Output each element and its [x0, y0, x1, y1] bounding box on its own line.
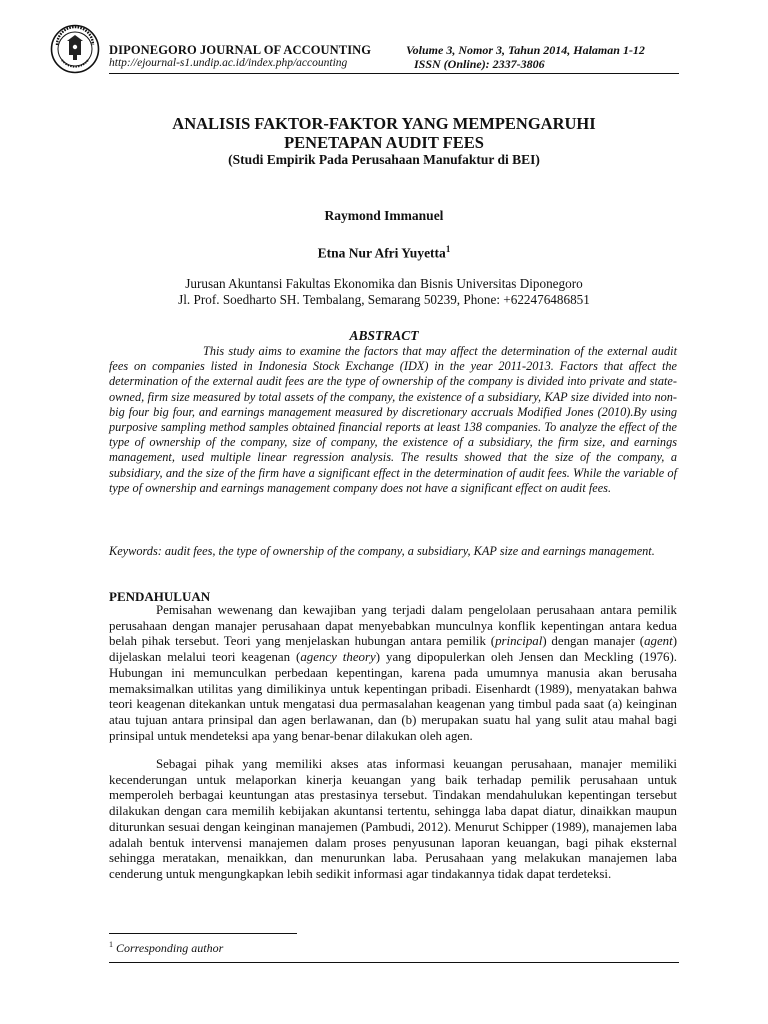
author-2	[0, 244, 768, 262]
journal-url[interactable]: http://ejournal-s1.undip.ac.id/index.php/accounting	[109, 57, 348, 69]
p1-text-d: ) yang dipopulerkan oleh Jensen dan Meckling (1976). Hubungan ini memunculkan perbedaan kepentingan, karena pada umumnya manusia akan berusaha memaksimalkan utilitas yang dimilikinya untuk kepentingan pribadi. Eisenhardt (1989), menyatakan bahwa teori keagenan ditekankan untuk mengatasi dua permasalahan keagenan yang timbul pada saat (a) keinginan atau tujuan antara prinsipal dan agen berlawanan, dan (b) merupakan suatu hal yang sulit atau mahal bagi prinsipal untuk mendeteksi apa yang benar-benar dilakukan oleh agen.	[109, 650, 677, 743]
volume-info: Volume 3, Nomor 3, Tahun 2014, Halaman 1-12	[406, 43, 645, 57]
footer-divider	[109, 962, 679, 963]
p1-term-agent: agent	[644, 634, 673, 649]
body-paragraph-2: Sebagai pihak yang memiliki akses atas informasi keuangan perusahaan, manajer memiliki kecenderungan untuk melaporkan kinerja keuangan yang baik terhadap pemilik perusahaan untuk memperoleh berbagai keuntungan atas prestasinya tersebut. Tindakan mendahulukan kepentingan tersebut dilakukan dengan cara memilih kebijakan akuntansi tertentu, sehingga laba dapat diatur, dinaikkan maupun diturunkan sesuai dengan keinginan manajemen (Pambudi, 2012). Menurut Schipper (1989), manajemen laba adalah bentuk intervensi manajemen dalam proses penyusunan laporan keuangan, bagi pihak eksternal sehingga meratakan, menaikkan, dan menurunkan laba. Perusahaan yang melakukan manajemen laba cenderung untuk mengungkapkan lebih sedikit informasi agar tindakannya tidak dapat terdeteksi.	[109, 757, 677, 881]
p1-text-a: Pemisahan wewenang dan kewajiban yang terjadi dalam pengelolaan perusahaan antara pemilik perusahaan dengan manajer perusahaan dapat menyebabkan munculnya konflik kepentingan antara kedua belah pihak tersebut. Teori yang menjelaskan hubungan antara pemilik (	[109, 603, 677, 649]
footnote-divider	[109, 933, 297, 934]
issn: ISSN (Online): 2337-3806	[414, 57, 545, 71]
footnote-mark: 1	[109, 940, 113, 949]
university-seal-logo	[50, 24, 100, 74]
p1-text-b: ) dengan manajer (	[542, 634, 645, 649]
author-2-name: Etna Nur Afri Yuyetta	[317, 245, 446, 261]
affiliation-line1: Jurusan Akuntansi Fakultas Ekonomika dan Bisnis Universitas Diponegoro	[185, 276, 583, 291]
keywords: Keywords: audit fees, the type of ownership of the company, a subsidiary, KAP size and earnings management.	[109, 544, 655, 558]
journal-name: DIPONEGORO JOURNAL OF ACCOUNTING	[109, 43, 372, 57]
body-paragraph-1	[109, 603, 677, 744]
header-divider	[109, 73, 679, 74]
author-1: Raymond Immanuel	[324, 208, 444, 223]
paper-title-line1: ANALISIS FAKTOR-FAKTOR YANG MEMPENGARUHI	[172, 114, 596, 133]
footnote-text: Corresponding author	[113, 941, 224, 955]
section-heading: PENDAHULUAN	[109, 589, 211, 604]
p1-term-agency-theory: agency theory	[300, 650, 376, 665]
abstract-heading: ABSTRACT	[349, 328, 419, 343]
abstract-text: This study aims to examine the factors that may affect the determination of the external audit fees on companies listed in Indonesia Stock Exchange (IDX) in the year 2011-2013. Factors that affect the determination of the external audit fees are the type of ownership of the company is divided into private and state-owned, firm size measured by total assets of the company, the existence of a subsidiary, KAP size divided into non-big four big four, and earnings management measured by discretionary accruals Modified Jones (2010).By using purposive sampling method samples obtained financial reports at least 138 companies. To analyze the effect of the type of ownership of the company, size of company, the existence of a subsidiary, the firm size, and earnings management, used multiple linear regression analysis. The results showed that the size of the company, a subsidiary, and the size of the firm have a significant effect in the determination of audit fees. While the variable of type of ownership and earnings management company does not have a significant effect on audit fees.	[109, 344, 677, 495]
author-2-footnote-mark: 1	[445, 244, 451, 254]
paper-title-line2: PENETAPAN AUDIT FEES	[284, 133, 484, 152]
paper-subtitle: (Studi Empirik Pada Perusahaan Manufaktur di BEI)	[228, 152, 540, 167]
p1-text-c: ) dijelaskan melalui teori keagenan (	[109, 634, 677, 665]
affiliation-line2: Jl. Prof. Soedharto SH. Tembalang, Semarang 50239, Phone: +622476486851	[178, 292, 590, 307]
footnote	[109, 940, 223, 956]
p1-term-principal: principal	[495, 634, 543, 649]
